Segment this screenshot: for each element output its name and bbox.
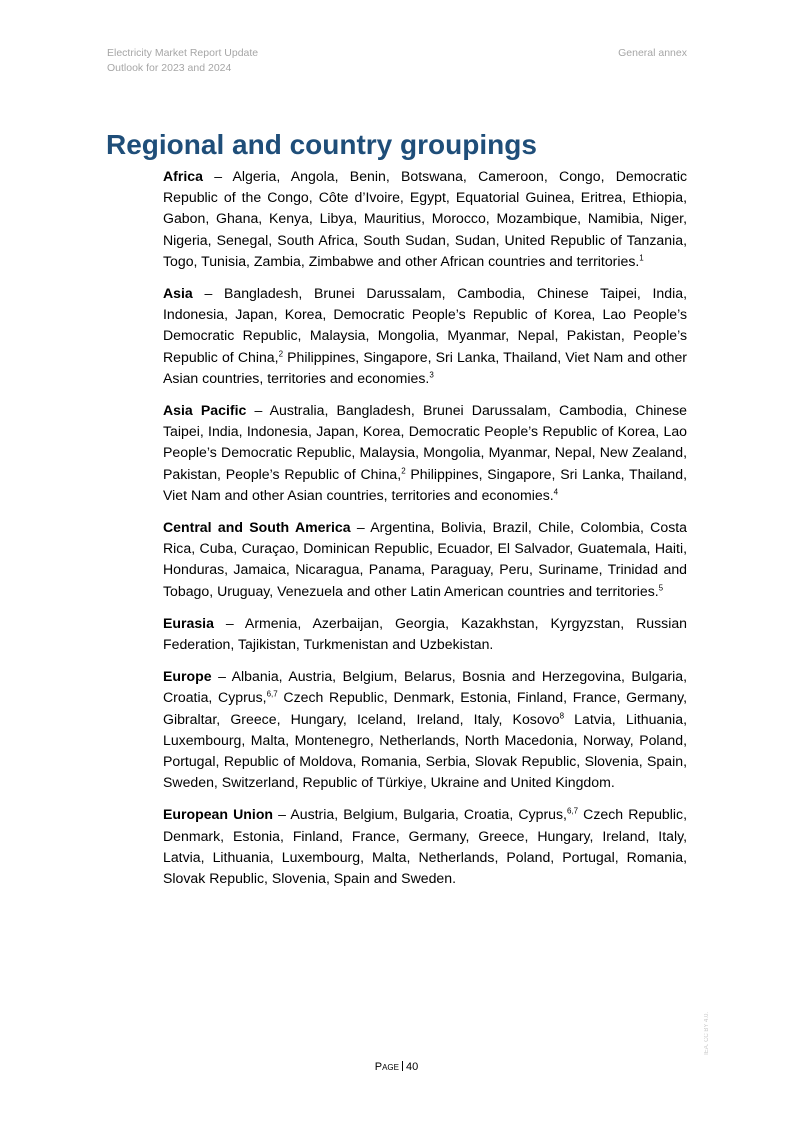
page-label-rest: AGE [382, 1063, 399, 1072]
page-number: 40 [406, 1061, 419, 1073]
report-subtitle: Outlook for 2023 and 2024 [107, 62, 232, 74]
grouping-name: Asia [163, 285, 193, 302]
footnote-ref: 8 [559, 710, 565, 720]
grouping-countries: – Albania, Austria, Belgium, Belarus, Bosnia and Herzegovina, Bulgaria, Croatia, Cyprus, [163, 668, 687, 706]
grouping-countries: – Algeria, Angola, Benin, Botswana, Cameroon, Congo, Democratic Republic of the Congo, Côte d’Ivoire, Egypt, Equatorial Guinea, Eritrea, Ethiopia, Gabon, Ghana, Kenya, Libya, Mauritius, Morocco, Mozambique, Namibia, Niger, Nigeria, Senegal, South Africa, South Sudan, Sudan, United Republic of Tanzania, Togo, Tunisia, Zambia, Zimbabwe and other African countries and territories. [163, 168, 687, 269]
grouping-countries: – Austria, Belgium, Bulgaria, Croatia, Cyprus, [273, 806, 567, 823]
grouping-name: Eurasia [163, 614, 214, 631]
grouping-european-union [163, 804, 687, 889]
footnote-ref: 6,7 [266, 689, 278, 699]
section-label: General annex [618, 47, 687, 59]
grouping-name: Africa [163, 168, 203, 184]
groupings-list [163, 166, 687, 900]
page-separator [402, 1061, 403, 1071]
footnote-ref: 3 [429, 370, 434, 380]
grouping-name: European Union [163, 806, 274, 823]
grouping-countries: – Armenia, Azerbaijan, Georgia, Kazakhstan, Kyrgyzstan, Russian Federation, Tajikistan, Turkmenistan and Uzbekistan. [163, 614, 687, 653]
grouping-countries: Czech Republic, Denmark, Estonia, Finland, France, Germany, Gibraltar, Greece, Hungary, Iceland, Ireland, Italy, Kosovo [163, 689, 687, 727]
grouping-countries: Philippines, Singapore, Sri Lanka, Thailand, Viet Nam and other Asian countries, territories and economies. [163, 465, 687, 503]
grouping-eurasia [163, 613, 687, 655]
footnote-ref: 4 [553, 487, 559, 497]
report-title: Electricity Market Report Update [107, 47, 259, 59]
grouping-countries: – Bangladesh, Brunei Darussalam, Cambodia, Chinese Taipei, India, Indonesia, Japan, Korea, Democratic People’s Republic of Korea, Lao People’s Democratic Republic, Malaysia, Mongolia, Myanmar, Nepal, Pakistan, People’s Republic of China, [163, 285, 687, 365]
grouping-name: Europe [163, 668, 212, 685]
page-label-initial: P [374, 1061, 383, 1073]
grouping-europe [163, 666, 687, 793]
grouping-name: Asia Pacific [163, 402, 247, 419]
grouping-countries: – Australia, Bangladesh, Brunei Darussalam, Cambodia, Chinese Taipei, India, Indonesia, Japan, Korea, Democratic People’s Republic of Korea, Lao People’s Democratic Republic, Malaysia, Mongolia, Myanmar, Nepal, New Zealand, Pakistan, People’s Republic of China, [163, 402, 687, 482]
page-footer [0, 1060, 793, 1075]
grouping-name: Central and South America [163, 519, 351, 536]
grouping-countries: Czech Republic, Denmark, Estonia, Finland, France, Germany, Greece, Hungary, Ireland, Italy, Latvia, Lithuania, Luxembourg, Malta, Netherlands, Poland, Portugal, Romania, Slovak Republic, Slovenia, Spain and Sweden. [163, 806, 687, 887]
footnote-ref: 2 [401, 465, 406, 475]
grouping-countries: Latvia, Lithuania, Luxembourg, Malta, Montenegro, Netherlands, North Macedonia, Norway, Poland, Portugal, Republic of Moldova, Romania, Serbia, Slovak Republic, Slovenia, Spain, Sweden, Switzerland, Republic of Türkiye, Ukraine and United Kingdom. [163, 710, 687, 791]
grouping-central-south-america [163, 517, 687, 602]
grouping-asia-pacific [163, 400, 687, 506]
page-label [375, 1061, 399, 1073]
footnote-ref: 6,7 [566, 806, 579, 816]
grouping-africa [163, 166, 687, 272]
grouping-countries: Philippines, Singapore, Sri Lanka, Thailand, Viet Nam and other Asian countries, territories and economies. [163, 348, 688, 386]
footnote-ref: 2 [278, 348, 284, 358]
license-note: IEA. CC BY 4.0. [704, 1012, 710, 1055]
running-header-left [107, 46, 258, 76]
page-title: Regional and country groupings [106, 129, 537, 160]
footnote-ref: 1 [639, 253, 644, 263]
footnote-ref: 5 [658, 582, 664, 592]
grouping-countries: – Argentina, Bolivia, Brazil, Chile, Colombia, Costa Rica, Cuba, Curaçao, Dominican Republic, Ecuador, El Salvador, Guatemala, Haiti, Honduras, Jamaica, Nicaragua, Panama, Paraguay, Peru, Suriname, Trinidad and Tobago, Uruguay, Venezuela and other Latin American countries and territories. [163, 519, 688, 599]
grouping-asia [163, 283, 687, 389]
